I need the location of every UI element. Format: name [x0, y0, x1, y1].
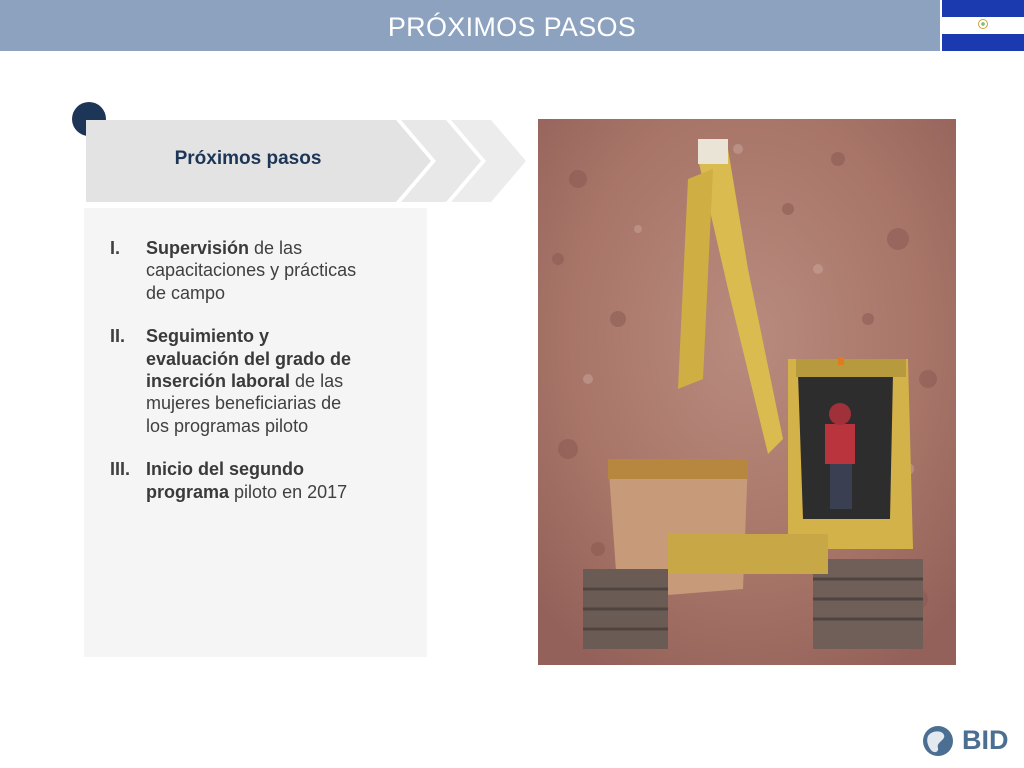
step-numeral: II.: [110, 326, 126, 347]
step-numeral: I.: [110, 238, 121, 258]
flag-emblem-icon: [978, 19, 988, 29]
step-bold: Inicio del segundo programa: [146, 459, 305, 502]
bid-logo-text: BID: [962, 725, 1009, 755]
excavator-photo: [538, 119, 956, 665]
nicaragua-flag: [942, 0, 1024, 51]
step-bold: Supervisión: [146, 238, 250, 258]
step-item: [110, 458, 360, 503]
page-title: PRÓXIMOS PASOS: [387, 12, 637, 42]
step-text: de las capacitaciones y prácticas de campo: [146, 238, 357, 303]
steps-list: [110, 237, 360, 524]
step-bold: Seguimiento y evaluación del grado de inserción laboral: [146, 326, 352, 392]
step-text: piloto en 2017: [229, 481, 348, 502]
step-item: [110, 325, 360, 437]
chevron-label: Próximos pasos: [174, 148, 322, 169]
step-text: de las mujeres beneficiarias de los programas piloto: [146, 371, 344, 436]
step-item: [110, 237, 360, 304]
step-numeral: III.: [110, 459, 131, 480]
